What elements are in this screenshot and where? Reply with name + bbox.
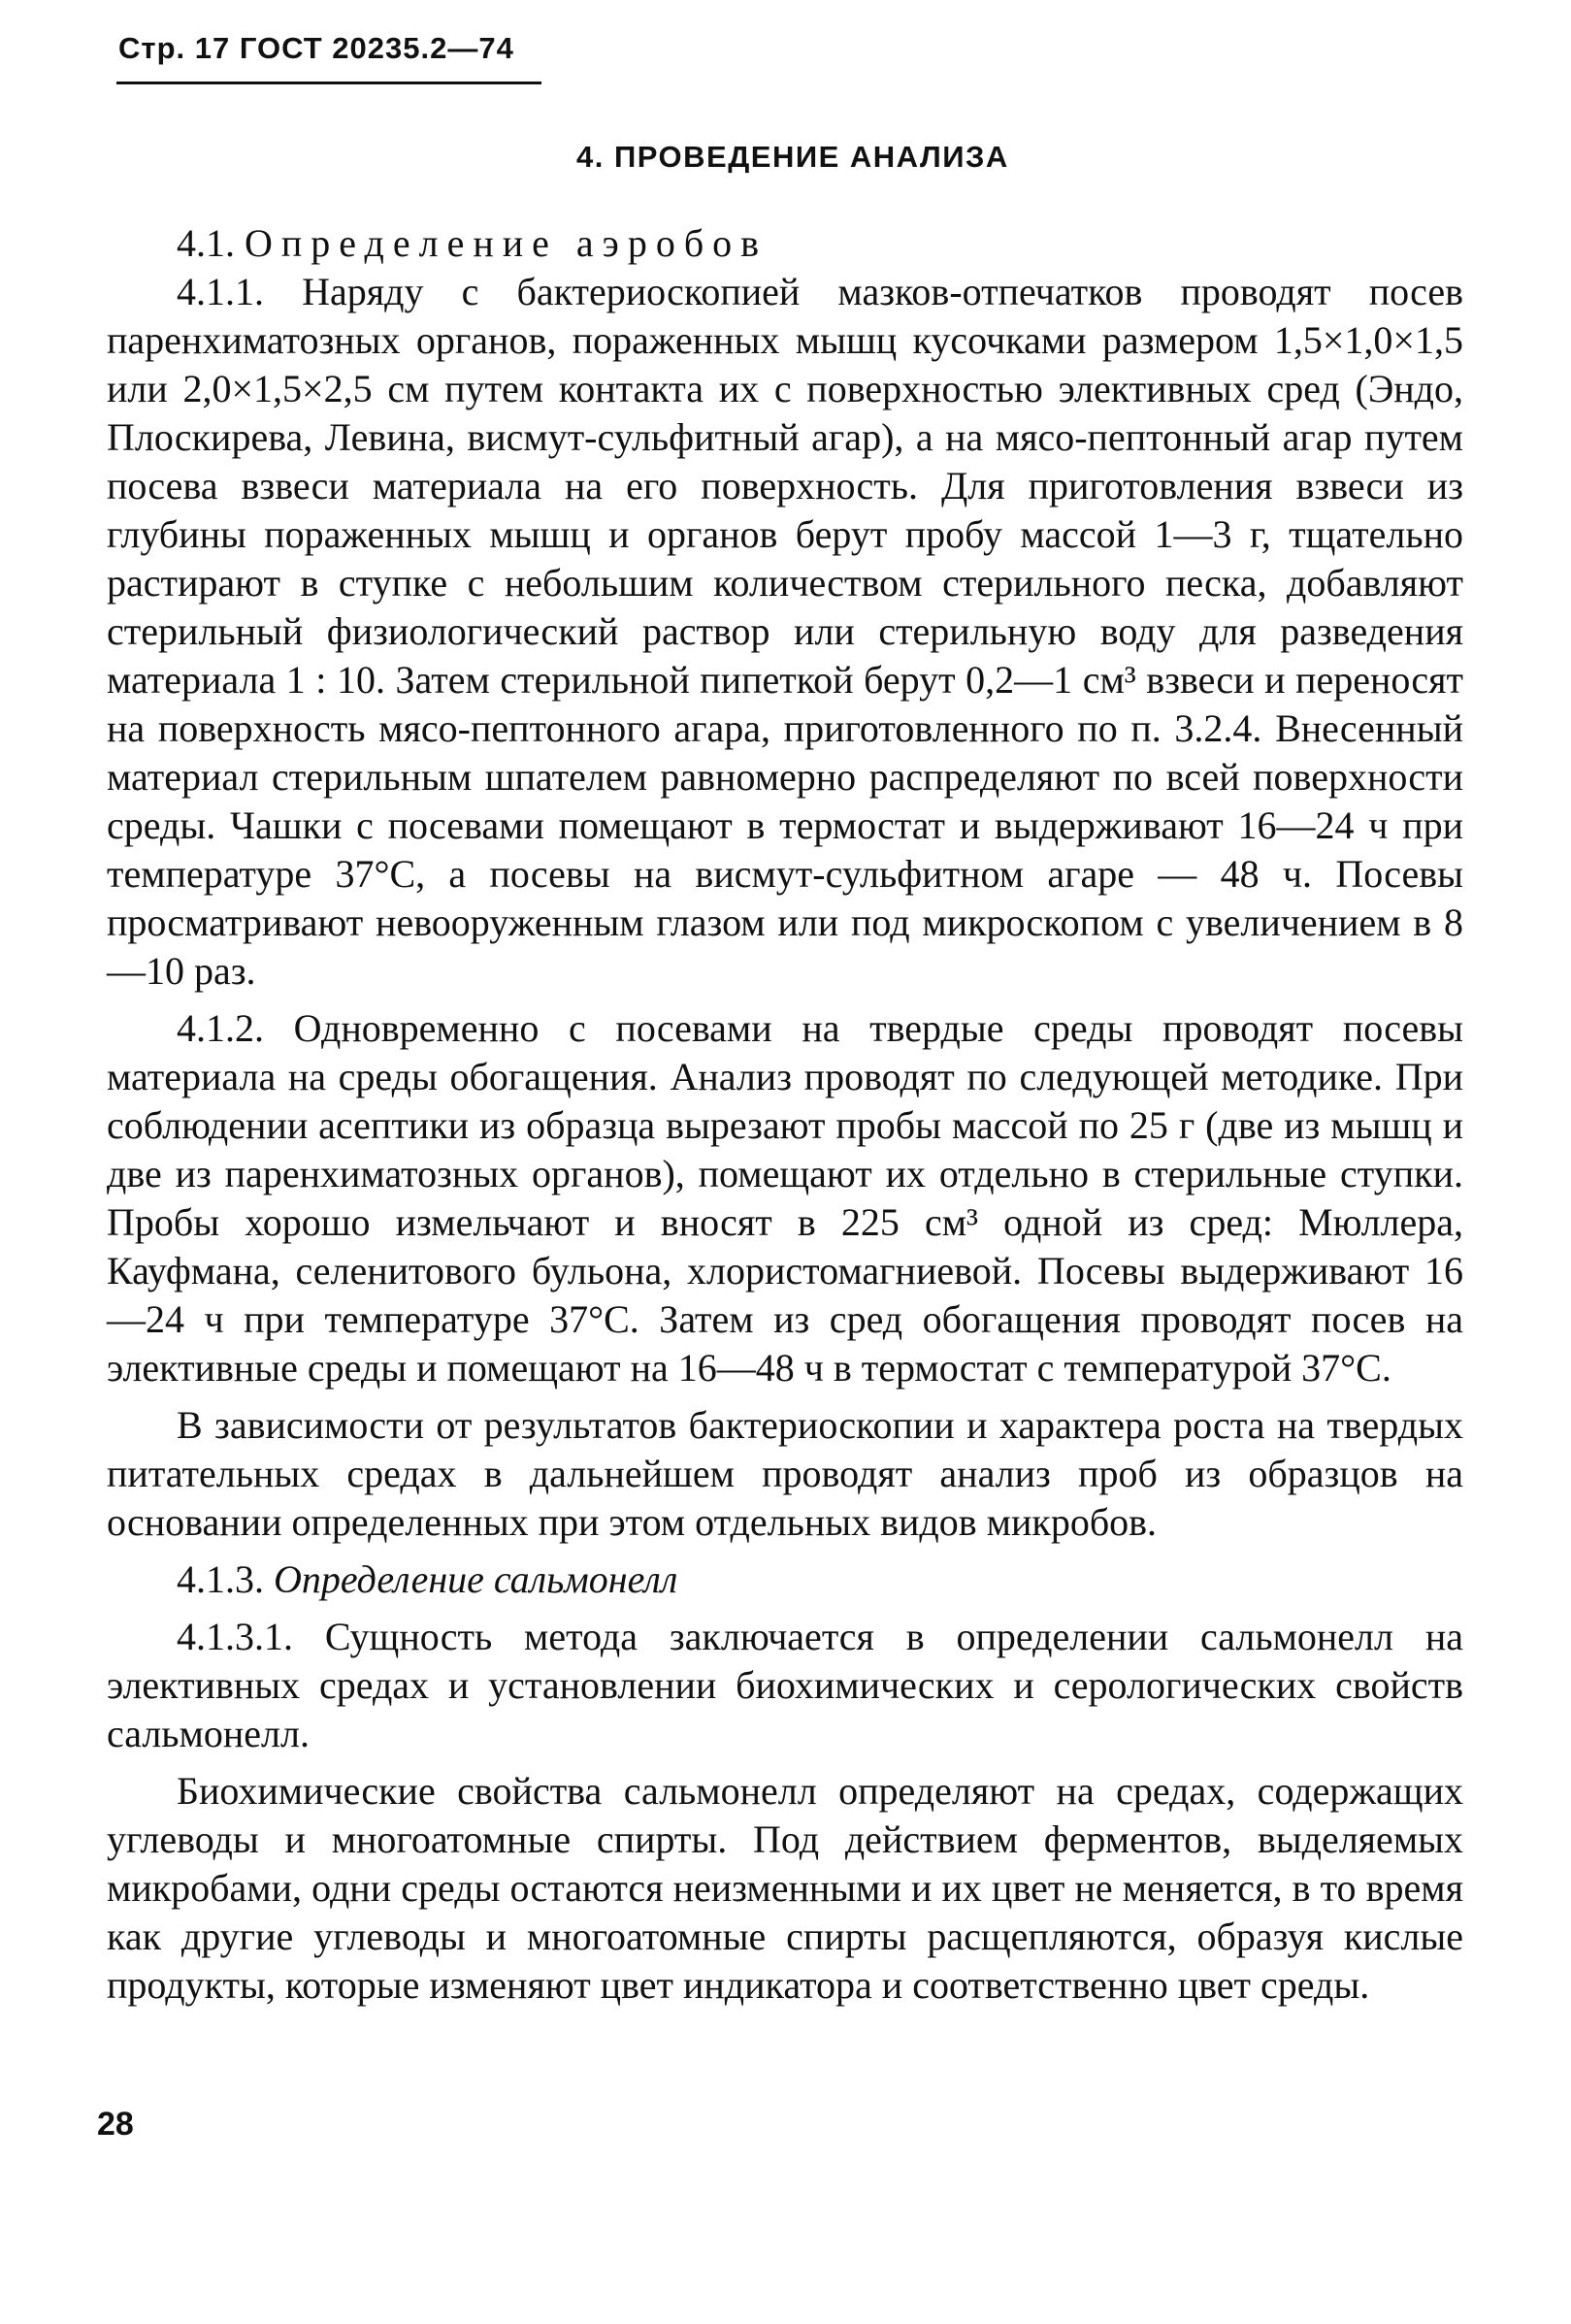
subsection-4-1-3-heading — [107, 1555, 1463, 1604]
document-body — [107, 219, 1463, 2010]
paragraph-4-1-3-1: 4.1.3.1. Сущность метода заключается в определении сальмонелл на элективных средах и установлении биохимических и серологических свойств сальмонелл. — [107, 1615, 1463, 1755]
header-rule — [116, 82, 541, 84]
paragraph-dependence: В зависимости от результатов бактериоскопии и характера роста на твердых питательных средах в дальнейшем проводят анализ проб из образцов на основании определенных при этом отдельных видов микробов. — [107, 1403, 1463, 1544]
page-number: 28 — [97, 2106, 134, 2143]
running-header: Стр. 17 ГОСТ 20235.2—74 — [118, 31, 514, 65]
paragraph-biochemical: Биохимические свойства сальмонелл определяют на средах, содержащих углеводы и многоатомные спирты. Под действием ферментов, выделяемых микробами, одни среды остаются неизменными и их цвет не меняется, в то время как другие углеводы и многоатомные спирты расщепляются, образуя кислые продукты, которые изменяют цвет индикатора и соответственно цвет среды. — [107, 1769, 1463, 2007]
paragraph-4-1-1: 4.1.1. Наряду с бактериоскопией мазков-отпечатков проводят посев паренхиматозных органов, пораженных мышц кусочками размером 1,5×1,0×1,5 или 2,0×1,5×2,5 см путем контакта их с поверхностью элективных сред (Эндо, Плоскирева, Левина, висмут-сульфитный агар), а на мясо-пептонный агар путем посева взвеси материала на его поверхность. Для приготовления взвеси из глубины пораженных мышц и органов берут пробу массой 1—3 г, тщательно растирают в ступке с небольшим количеством стерильного песка, добавляют стерильный физиологический раствор или стерильную воду для разведения материала 1 : 10. Затем стерильной пипеткой берут 0,2—1 см³ взвеси и переносят на поверхность мясо-пептонного агара, приготовленного по п. 3.2.4. Внесенный материал стерильным шпателем равномерно распределяют по всей поверхности среды. Чашки с посевами помещают в термостат и выдерживают 16—24 ч при температуре 37°С, а посевы на висмут-сульфитном агаре — 48 ч. Посевы просматривают невооруженным глазом или под микроскопом с увеличением в 8—10 раз. — [107, 270, 1463, 993]
subsection-title: Определение аэробов — [245, 221, 769, 265]
paragraph-4-1-2: 4.1.2. Одновременно с посевами на твердые среды проводят посевы материала на среды обогащения. Анализ проводят по следующей методике. При соблюдении асептики из образца вырезают пробы массой по 25 г (две из мышц и две из паренхиматозных органов), помещают их отдельно в стерильные ступки. Пробы хорошо измельчают и вносят в 225 см³ одной из сред: Мюллера, Кауфмана, селенитового бульона, хлористомагниевой. Посевы выдерживают 16—24 ч при температуре 37°С. Затем из сред обогащения проводят посев на элективные среды и помещают на 16—48 ч в термостат с температурой 37°С. — [107, 1006, 1463, 1390]
subsection-number: 4.1. — [177, 221, 235, 265]
subsection-4-1-3-number: 4.1.3. — [177, 1557, 264, 1601]
subsection-heading — [107, 219, 1463, 268]
section-title: 4. ПРОВЕДЕНИЕ АНАЛИЗА — [576, 140, 1009, 174]
subsection-4-1-3-title: Определение сальмонелл — [274, 1557, 678, 1601]
